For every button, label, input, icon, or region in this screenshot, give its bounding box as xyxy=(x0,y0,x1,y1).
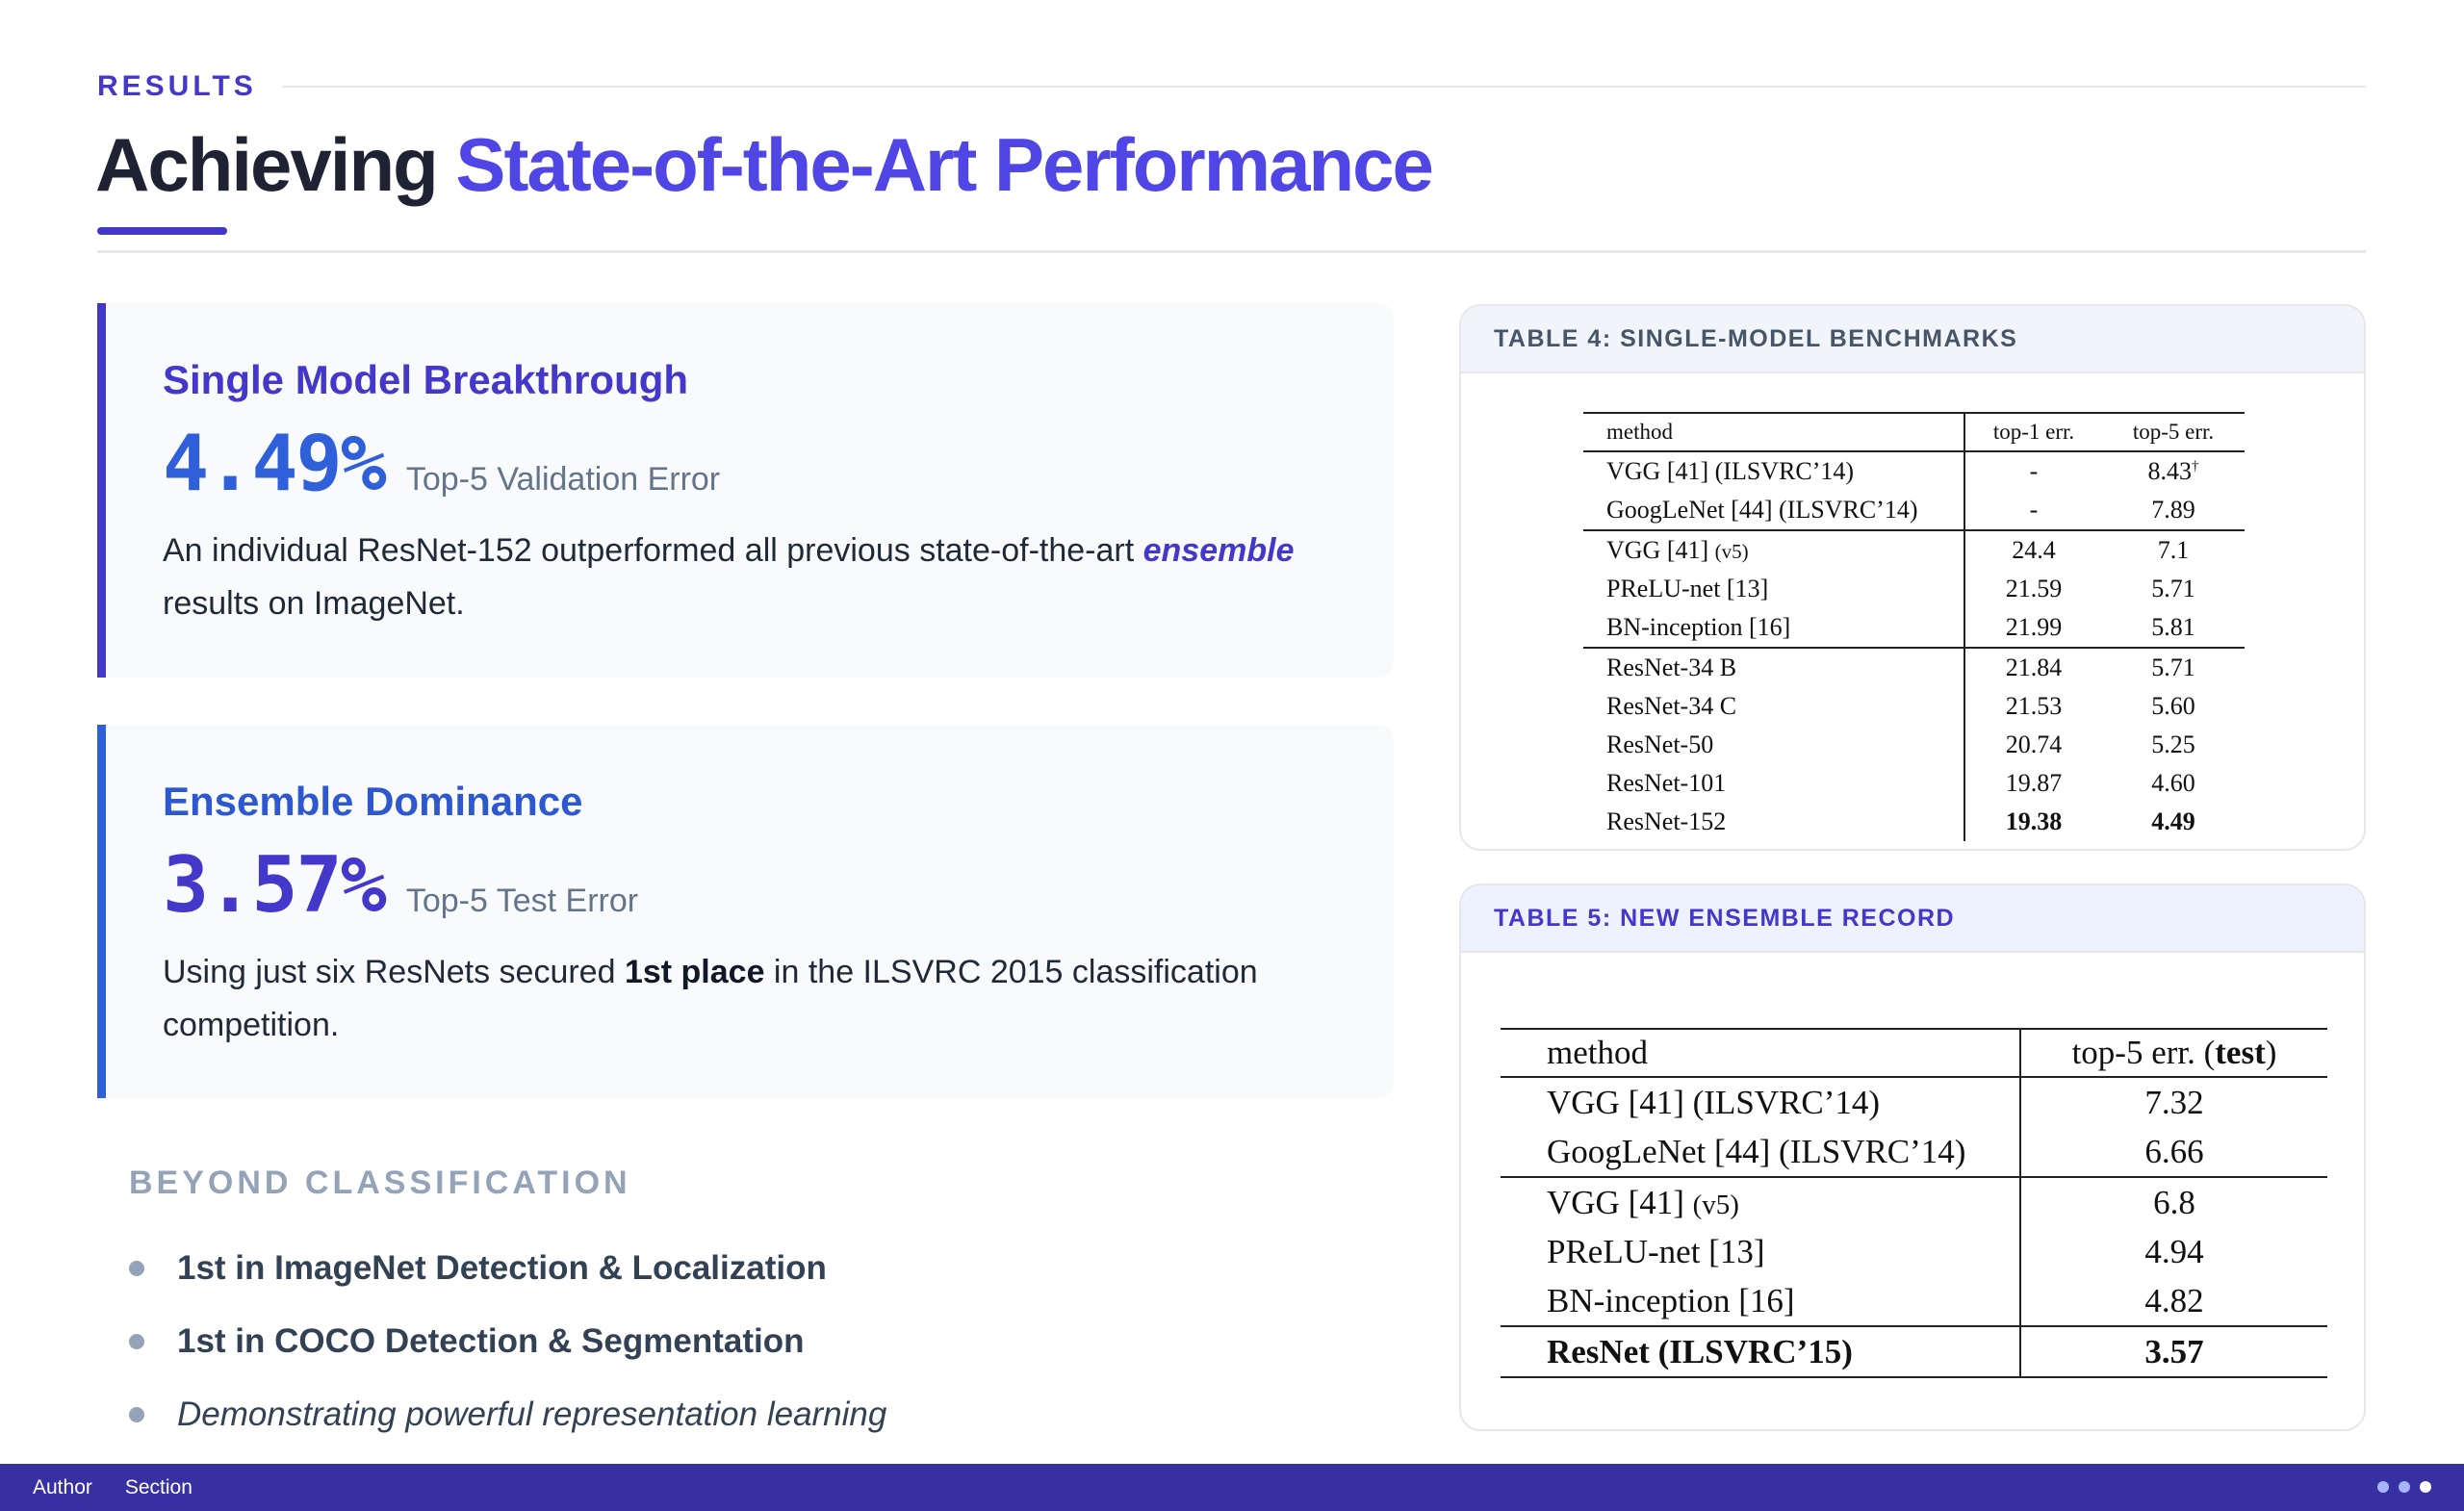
table-row xyxy=(1501,1227,2327,1276)
table-cell: ResNet-152 xyxy=(1583,803,1964,841)
metric-value: 3.57% xyxy=(163,840,385,930)
footer-section: Section xyxy=(124,1475,192,1498)
table-row xyxy=(1501,1077,2327,1127)
table-cell: 5.81 xyxy=(2151,613,2195,641)
column-header: method xyxy=(1501,1029,2020,1077)
section-eyebrow: RESULTS xyxy=(97,70,257,102)
table-cell: ResNet-34 C xyxy=(1583,687,1964,726)
bullet-icon xyxy=(129,1261,144,1276)
table-cell: ResNet-101 xyxy=(1583,764,1964,803)
table4-card xyxy=(1459,304,2366,851)
table4-caption: TABLE 4: SINGLE-MODEL BENCHMARKS xyxy=(1461,306,2364,373)
cell-value: VGG [41] xyxy=(1547,1183,1693,1221)
table-cell: 3.57 xyxy=(2020,1326,2327,1377)
list-item-text: 1st in COCO Detection & Segmentation xyxy=(177,1322,805,1360)
section-eyebrow-row xyxy=(97,67,2366,106)
table-cell: 4.49 xyxy=(2151,807,2195,835)
desc-text: results on ImageNet. xyxy=(163,585,465,622)
table-cell xyxy=(1501,1177,2020,1227)
table-cell: - xyxy=(2029,457,2039,485)
table-cell xyxy=(2102,451,2245,491)
footer-bar xyxy=(0,1464,2464,1511)
desc-emphasis: 1st place xyxy=(624,954,765,990)
table-cell: 19.87 xyxy=(2005,769,2063,797)
desc-text: An individual ResNet-152 outperformed all previous state-of-the-art xyxy=(163,532,1143,569)
table-cell: 4.82 xyxy=(2144,1281,2204,1319)
table-row xyxy=(1583,491,2245,530)
beyond-heading: BEYOND CLASSIFICATION xyxy=(129,1165,631,1201)
table-cell: PReLU-net [13] xyxy=(1583,570,1964,608)
column-header: method xyxy=(1583,413,1964,451)
card-description xyxy=(163,946,1347,1052)
metric-row xyxy=(163,419,720,508)
column-header: top-5 err. xyxy=(2102,413,2245,451)
page-title-accent: State-of-the-Art Performance xyxy=(455,122,1432,207)
eyebrow-divider xyxy=(282,86,2366,88)
table-cell: - xyxy=(2029,496,2039,524)
header-text: top-5 err. ( xyxy=(2071,1034,2216,1071)
single-model-card xyxy=(97,303,1394,678)
table-row xyxy=(1501,1326,2327,1377)
table-cell: 20.74 xyxy=(2005,730,2063,758)
table-cell: BN-inception [16] xyxy=(1583,608,1964,648)
title-underline-accent xyxy=(97,227,227,235)
table-cell: 24.4 xyxy=(1964,530,2102,570)
table-cell: 6.66 xyxy=(2144,1132,2204,1170)
table-cell: 19.38 xyxy=(2005,807,2063,835)
list-item xyxy=(129,1232,886,1305)
card-title: Ensemble Dominance xyxy=(163,779,583,824)
desc-text: Using just six ResNets secured xyxy=(163,954,625,990)
table-row xyxy=(1583,648,2245,687)
metric-label: Top-5 Validation Error xyxy=(405,461,721,498)
desc-text: in the ILSVRC 2015 classification competition. xyxy=(163,954,1258,1043)
progress-dot-icon xyxy=(2377,1481,2389,1493)
table-cell: PReLU-net [13] xyxy=(1501,1227,2020,1276)
table-cell: 5.71 xyxy=(2102,648,2245,687)
table-row xyxy=(1583,764,2245,803)
card-description xyxy=(163,525,1347,630)
cell-value: 8.43 xyxy=(2147,457,2192,485)
table-row xyxy=(1583,803,2245,841)
table-cell: 7.32 xyxy=(2144,1083,2204,1121)
table-cell: 4.60 xyxy=(2151,769,2195,797)
progress-dot-icon xyxy=(2399,1481,2410,1493)
cell-suffix: (v5) xyxy=(1692,1189,1739,1220)
page-title xyxy=(95,121,1432,208)
header-bold-text: test xyxy=(2215,1034,2266,1071)
table-cell: VGG [41] (ILSVRC’14) xyxy=(1583,451,1964,491)
table-row xyxy=(1583,530,2245,570)
table-row xyxy=(1583,726,2245,764)
table-cell: VGG [41] (ILSVRC’14) xyxy=(1501,1077,2020,1127)
card-title: Single Model Breakthrough xyxy=(163,357,689,402)
table-row xyxy=(1501,1276,2327,1326)
bullet-icon xyxy=(129,1407,144,1422)
cell-value: VGG [41] xyxy=(1606,536,1715,564)
table-cell: ResNet-34 B xyxy=(1583,648,1964,687)
table-cell: GoogLeNet [44] (ILSVRC’14) xyxy=(1501,1127,2020,1177)
metric-value: 4.49% xyxy=(163,419,385,508)
list-item xyxy=(129,1378,886,1451)
metric-row xyxy=(163,840,638,930)
table-cell: ResNet-50 xyxy=(1583,726,1964,764)
table-cell: 6.8 xyxy=(2020,1177,2327,1227)
footer-author: Author xyxy=(33,1475,92,1498)
table5-card xyxy=(1459,884,2366,1431)
table-cell: 5.25 xyxy=(2151,730,2195,758)
dagger-footnote-mark: † xyxy=(2192,458,2199,474)
table-cell: 21.84 xyxy=(1964,648,2102,687)
ensemble-card xyxy=(97,725,1394,1098)
progress-dot-active-icon xyxy=(2420,1481,2431,1493)
table-row xyxy=(1583,608,2245,648)
table5 xyxy=(1501,1028,2327,1378)
table-cell: ResNet (ILSVRC’15) xyxy=(1501,1326,2020,1377)
title-divider xyxy=(97,250,2366,253)
table-cell: 7.1 xyxy=(2102,530,2245,570)
column-header: top-1 err. xyxy=(1964,413,2102,451)
metric-label: Top-5 Test Error xyxy=(405,883,639,919)
table-cell: 21.99 xyxy=(2005,613,2063,641)
list-item-text: 1st in ImageNet Detection & Localization xyxy=(177,1249,827,1287)
list-item-text: Demonstrating powerful representation learning xyxy=(177,1396,887,1433)
table-row xyxy=(1501,1127,2327,1177)
table4 xyxy=(1583,412,2245,841)
table-cell: BN-inception [16] xyxy=(1501,1276,2020,1326)
table-cell: 21.59 xyxy=(2005,575,2063,602)
table-header-row xyxy=(1583,413,2245,451)
table-row xyxy=(1501,1177,2327,1227)
table-cell: GoogLeNet [44] (ILSVRC’14) xyxy=(1583,491,1964,530)
list-item xyxy=(129,1305,886,1378)
table-cell: 21.53 xyxy=(2005,692,2063,720)
table5-caption: TABLE 5: NEW ENSEMBLE RECORD xyxy=(1461,885,2364,953)
bullet-icon xyxy=(129,1334,144,1349)
column-header xyxy=(2020,1029,2327,1077)
table-header-row xyxy=(1501,1029,2327,1077)
table-row xyxy=(1583,451,2245,491)
beyond-list xyxy=(129,1232,886,1451)
table-cell: 5.71 xyxy=(2151,575,2195,602)
table-cell: 7.89 xyxy=(2151,496,2195,524)
header-text: ) xyxy=(2265,1034,2277,1071)
desc-emphasis: ensemble xyxy=(1142,532,1295,569)
table-row xyxy=(1583,687,2245,726)
page-title-dark: Achieving xyxy=(95,122,437,207)
table-cell: 4.94 xyxy=(2144,1232,2204,1270)
table-cell xyxy=(1583,530,1964,570)
cell-suffix: (v5) xyxy=(1714,540,1749,563)
slide-progress-dots xyxy=(2377,1481,2431,1493)
table-row xyxy=(1583,570,2245,608)
table-cell: 5.60 xyxy=(2151,692,2195,720)
